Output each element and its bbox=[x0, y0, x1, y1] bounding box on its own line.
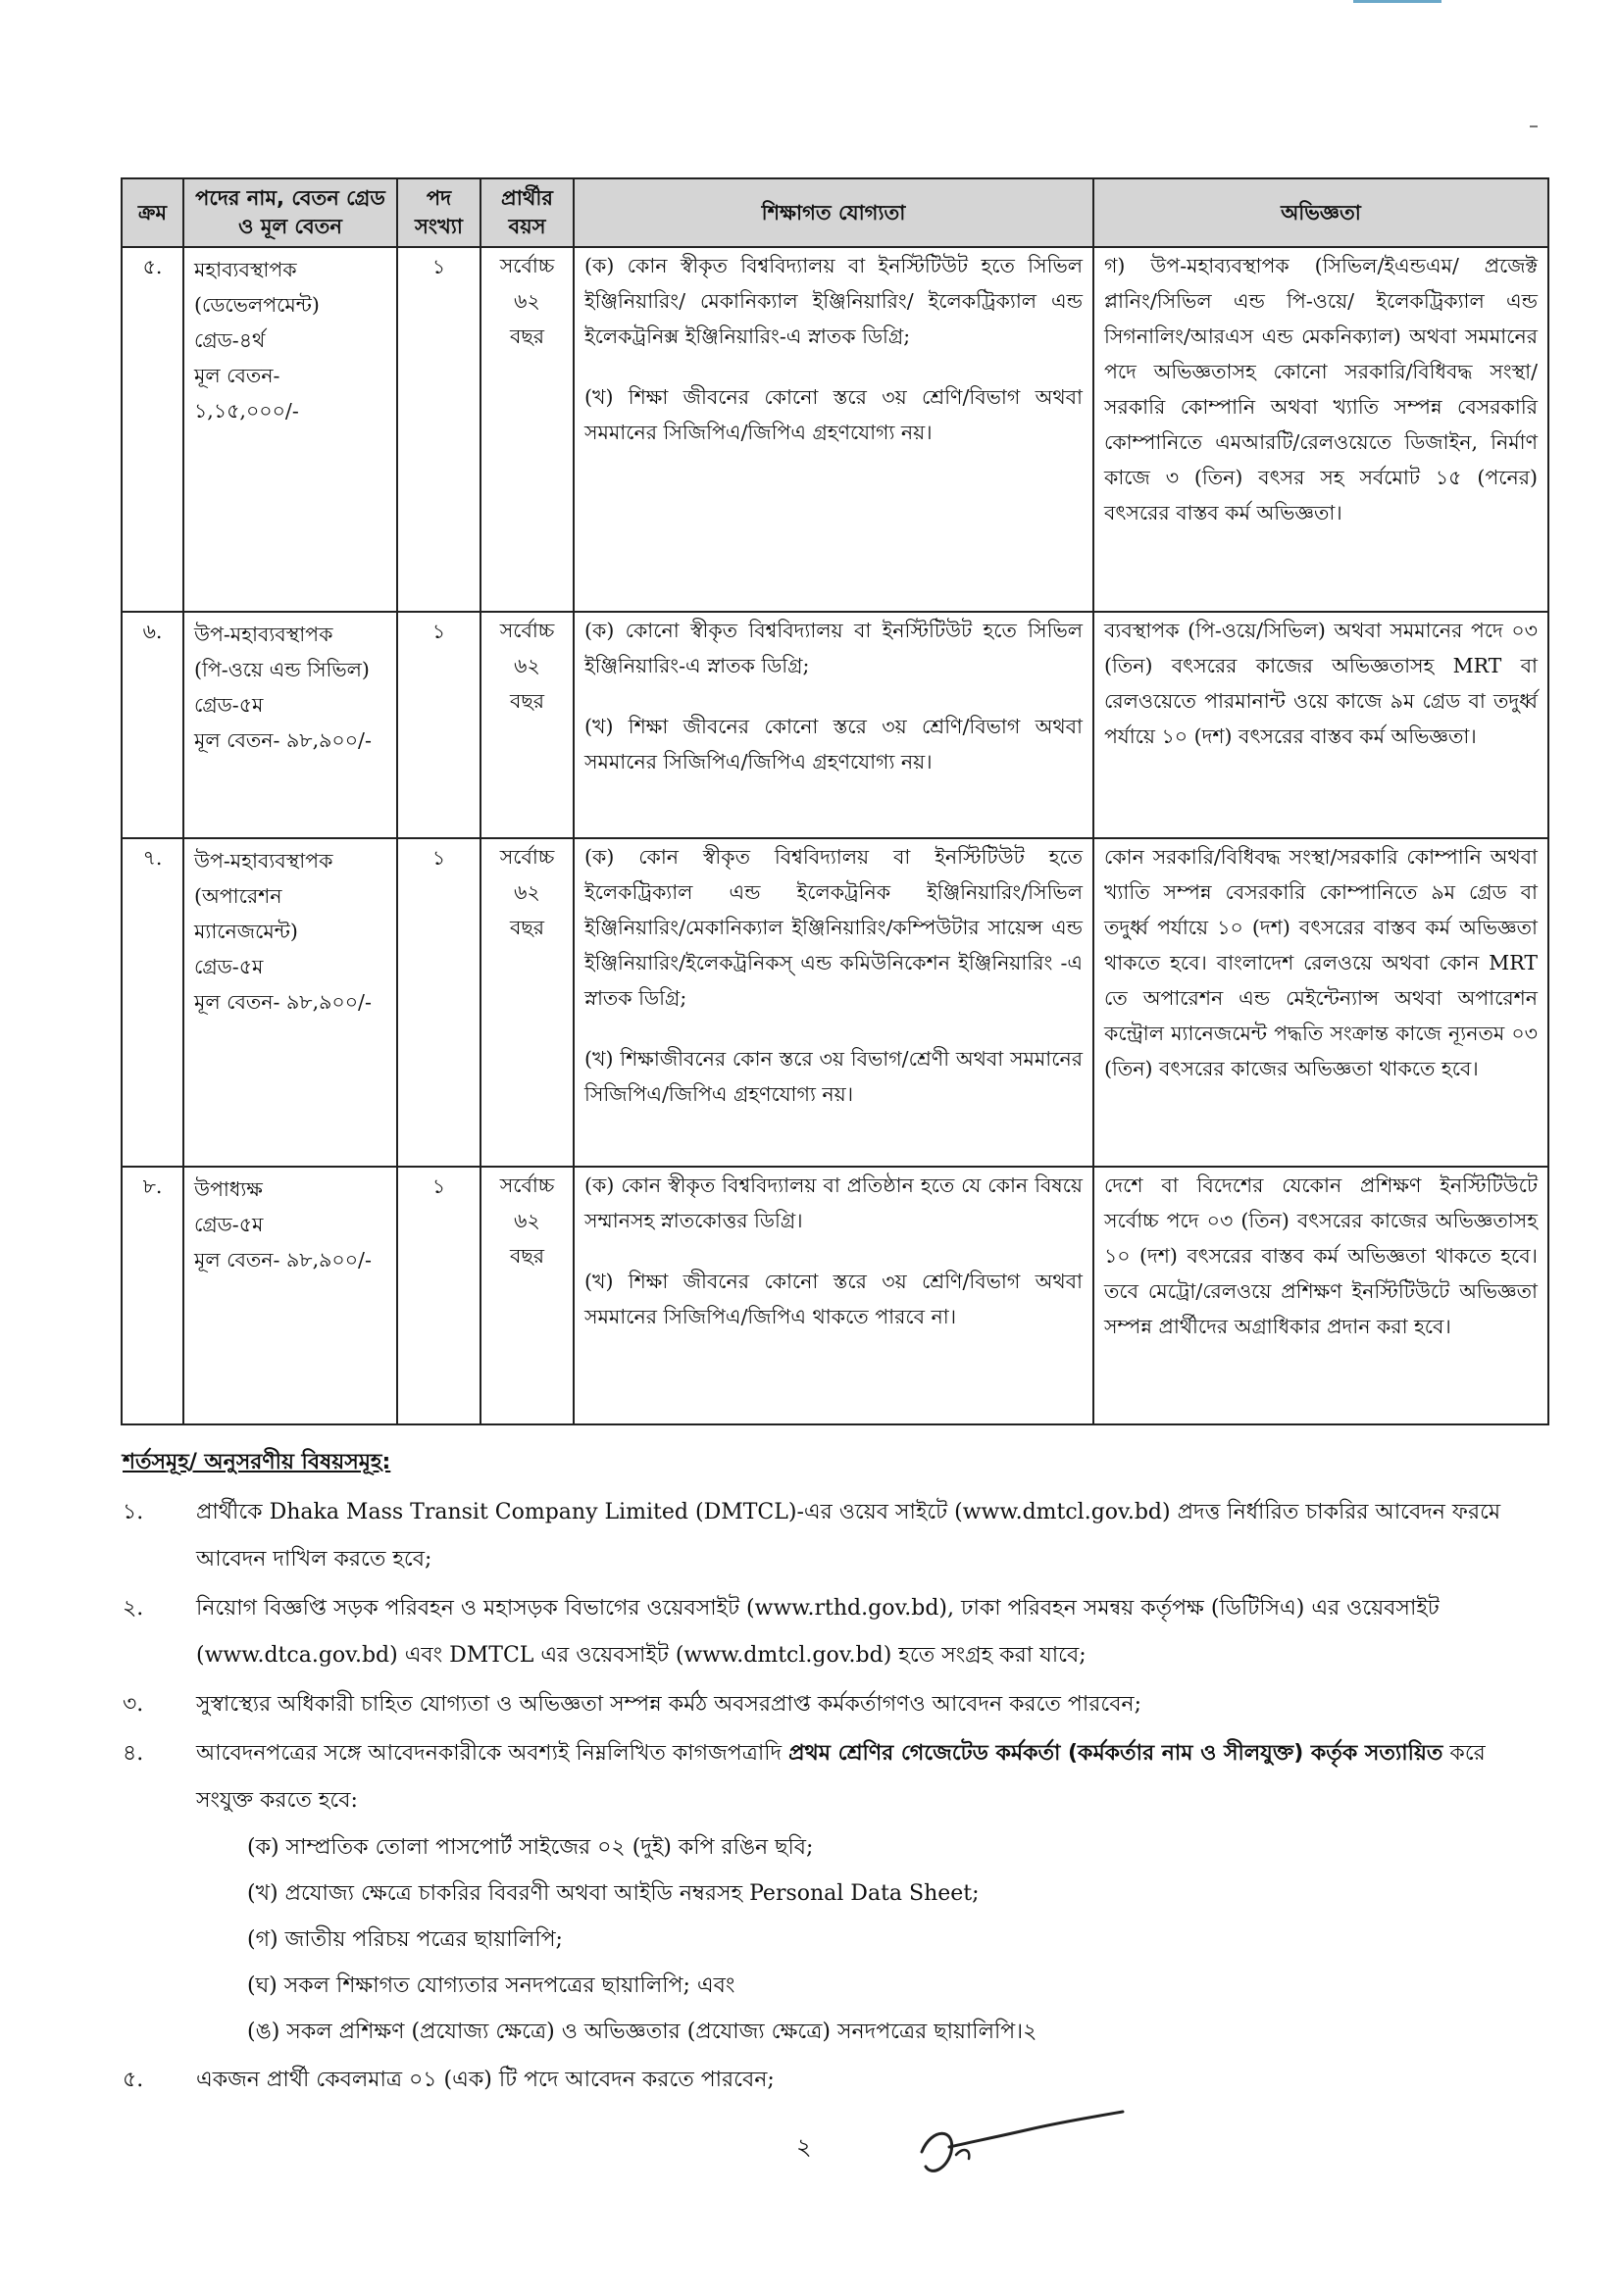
posts-table bbox=[121, 177, 1549, 1425]
table-row bbox=[122, 838, 1548, 1167]
post-count: ১ bbox=[397, 1167, 480, 1424]
post-department: (অপারেশন bbox=[194, 884, 282, 908]
scan-speck bbox=[1530, 125, 1538, 127]
age-value: ৬২ bbox=[514, 289, 540, 313]
experience-cell: কোন সরকারি/বিধিবদ্ধ সংস্থা/সরকারি কোম্পানি অথবা খ্যাতি সম্পন্ন বেসরকারি কোম্পানিতে ৯ম গ্রেড বা তদুর্ধ্ব পর্যায়ে ১০ (দশ) বৎসরের বাস্তব কর্ম অভিজ্ঞতা থাকতে হবে। বাংলাদেশ রেলওয়ে অথবা কোন MRT তে অপারেশন এন্ড মেইন্টেন্যান্স অথবা অপারেশন কন্ট্রোল ম্যানেজমেন্ট পদ্ধতি সংক্রান্ত কাজে ন্যূনতম ০৩ (তিন) বৎসরের কাজের অভিজ্ঞতা থাকতে হবে। bbox=[1093, 838, 1548, 1167]
scan-corner-mark bbox=[1353, 0, 1441, 3]
age-label: সর্বোচ্চ bbox=[499, 619, 555, 642]
post-count: ১ bbox=[397, 838, 480, 1167]
table-row bbox=[122, 1167, 1548, 1424]
row-serial: ৫. bbox=[122, 247, 183, 612]
age-unit: বছর bbox=[509, 916, 545, 939]
post-name: উপ-মহাব্যবস্থাপক bbox=[194, 623, 333, 646]
post-grade: গ্রেড-৫ম bbox=[194, 1213, 264, 1236]
post-count: ১ bbox=[397, 612, 480, 838]
post-grade: গ্রেড-৫ম bbox=[194, 955, 264, 978]
post-cell bbox=[183, 1167, 397, 1424]
experience-cell: গ) উপ-মহাব্যবস্থাপক (সিভিল/ইএন্ডএম/ প্রজেক্ট প্লানিং/সিভিল এন্ড পি-ওয়ে/ ইলেকট্রিক্যাল এন্ড সিগনালিং/আরএস এন্ড মেকনিক্যাল) অথবা সমমানের পদে অভিজ্ঞতাসহ কোনো সরকারি/বিধিবদ্ধ সংস্থা/সরকারি কোম্পানি অথবা খ্যাতি সম্পন্ন বেসরকারি কোম্পানিতে এমআরটি/রেলওয়েতে ডিজাইন, নির্মাণ কাজে ৩ (তিন) বৎসর সহ সর্বমোট ১৫ (পনের) বৎসরের বাস্তব কর্ম অভিজ্ঞতা। bbox=[1093, 247, 1548, 612]
experience-cell: ব্যবস্থাপক (পি-ওয়ে/সিভিল) অথবা সমমানের পদে ০৩ (তিন) বৎসরের কাজের অভিজ্ঞতাসহ MRT বা রেলওয়েতে পারমানান্ট ওয়ে কাজে ৯ম গ্রেড বা তদুর্ধ্ব পর্যায়ে ১০ (দশ) বৎসরের বাস্তব কর্ম অভিজ্ঞতা। bbox=[1093, 612, 1548, 838]
condition-item bbox=[123, 2057, 1515, 2104]
post-name: উপ-মহাব্যবস্থাপক bbox=[194, 849, 333, 873]
signature-icon bbox=[902, 2108, 1138, 2186]
post-department-cont: ম্যানেজমেন্ট) bbox=[194, 920, 298, 943]
post-count: ১ bbox=[397, 247, 480, 612]
age-unit: বছর bbox=[509, 1244, 545, 1268]
education-item-ka: (ক) কোন স্বীকৃত বিশ্ববিদ্যালয় বা ইনস্টিটিউট হতে ইলেকট্রিক্যাল এন্ড ইলেকট্রনিক ইঞ্জিনিয়ারিং/সিভিল ইঞ্জিনিয়ারিং/মেকানিক্যাল ইঞ্জিনিয়ারিং/কম্পিউটার সায়েন্স এন্ড ইঞ্জিনিয়ারিং/ইলেকট্রনিকস্ এন্ড কমিউনিকেশন ইঞ্জিনিয়ারিং -এ স্নাতক ডিগ্রি; bbox=[584, 845, 1083, 1010]
education-cell bbox=[574, 838, 1093, 1167]
document-list bbox=[196, 1824, 1515, 2055]
condition-number: ৫. bbox=[123, 2068, 144, 2092]
document-item: (গ) জাতীয় পরিচয় পত্রের ছায়ালিপি; bbox=[247, 1927, 563, 1952]
condition-text: একজন প্রার্থী কেবলমাত্র ০১ (এক) টি পদে আবেদন করতে পারবেন; bbox=[196, 2068, 775, 2092]
post-cell bbox=[183, 838, 397, 1167]
condition-text: নিয়োগ বিজ্ঞপ্তি সড়ক পরিবহন ও মহাসড়ক বিভাগের ওয়েবসাইট (www.rthd.gov.bd), ঢাকা পরিবহন সমন্বয় কর্তৃপক্ষ (ডিটিসিএ) এর ওয়েবসাইট (www.dtca.gov.bd) এবং DMTCL এর ওয়েবসাইট (www.dmtcl.gov.bd) হতে সংগ্রহ করা যাবে; bbox=[196, 1596, 1440, 1668]
condition-item bbox=[123, 1489, 1515, 1583]
conditions-title: শর্তসমূহ/ অনুসরণীয় বিষয়সমূহ: bbox=[123, 1450, 391, 1474]
row-serial: ৬. bbox=[122, 612, 183, 838]
education-item-kha: (খ) শিক্ষাজীবনের কোন স্তরে ৩য় বিভাগ/শ্রেণী অথবা সমমানের সিজিপিএ/জিপিএ গ্রহণযোগ্য নয়। bbox=[584, 1047, 1083, 1106]
education-item-kha: (খ) শিক্ষা জীবনের কোনো স্তরে ৩য় শ্রেণি/বিভাগ অথবা সমমানের সিজিপিএ/জিপিএ থাকতে পারবে না। bbox=[584, 1270, 1083, 1328]
education-cell bbox=[574, 247, 1093, 612]
document-item: (ক) সাম্প্রতিক তোলা পাসপোর্ট সাইজের ০২ (দুই) কপি রঙিন ছবি; bbox=[247, 1835, 814, 1860]
age-value: ৬২ bbox=[514, 654, 540, 677]
age-cell bbox=[480, 838, 574, 1167]
condition-number: ২. bbox=[123, 1596, 144, 1621]
post-salary-label: মূল বেতন- bbox=[194, 364, 280, 387]
age-cell bbox=[480, 612, 574, 838]
condition-item bbox=[123, 1585, 1515, 1679]
age-cell bbox=[480, 1167, 574, 1424]
education-item-ka: (ক) কোন স্বীকৃত বিশ্ববিদ্যালয় বা প্রতিষ্ঠান হতে যে কোন বিষয়ে সম্মানসহ স্নাতকোত্তর ডিগ্রি। bbox=[584, 1173, 1083, 1232]
age-cell bbox=[480, 247, 574, 612]
document-item: (খ) প্রযোজ্য ক্ষেত্রে চাকরির বিবরণী অথবা আইডি নম্বরসহ Personal Data Sheet; bbox=[247, 1881, 980, 1906]
page-number: ২ bbox=[796, 2133, 812, 2161]
header-age: প্রার্থীর বয়স bbox=[480, 178, 574, 247]
post-department: (ডেভেলপমেন্ট) bbox=[194, 293, 320, 317]
post-salary: ১,১৫,০০০/- bbox=[194, 399, 299, 423]
education-cell bbox=[574, 1167, 1093, 1424]
age-label: সর্বোচ্চ bbox=[499, 254, 555, 277]
condition-text: সুস্বাস্থ্যের অধিকারী চাহিত যোগ্যতা ও অভিজ্ঞতা সম্পন্ন কর্মঠ অবসরপ্রাপ্ত কর্মকর্তাগণও আবেদন করতে পারবেন; bbox=[196, 1692, 1141, 1717]
header-experience: অভিজ্ঞতা bbox=[1093, 178, 1548, 247]
header-count: পদ সংখ্যা bbox=[397, 178, 480, 247]
age-unit: বছর bbox=[509, 324, 545, 348]
header-post: পদের নাম, বেতন গ্রেড ও মূল বেতন bbox=[183, 178, 397, 247]
age-label: সর্বোচ্চ bbox=[499, 845, 555, 869]
condition-item bbox=[123, 1730, 1515, 2055]
age-value: ৬২ bbox=[514, 880, 540, 904]
age-unit: বছর bbox=[509, 689, 545, 713]
post-salary: মূল বেতন- ৯৮,৯০০/- bbox=[194, 1248, 372, 1272]
header-education: শিক্ষাগত যোগ্যতা bbox=[574, 178, 1093, 247]
condition-number: ৪. bbox=[123, 1741, 144, 1766]
education-item-kha: (খ) শিক্ষা জীবনের কোনো স্তরে ৩য় শ্রেণি/বিভাগ অথবা সমমানের সিজিপিএ/জিপিএ গ্রহণযোগ্য নয়। bbox=[584, 715, 1083, 774]
row-serial: ৮. bbox=[122, 1167, 183, 1424]
condition-item bbox=[123, 1681, 1515, 1728]
condition-text-before: আবেদনপত্রের সঙ্গে আবেদনকারীকে অবশ্যই নিম্নলিখিত কাগজপত্রাদি bbox=[196, 1741, 789, 1766]
education-item-ka: (ক) কোন স্বীকৃত বিশ্ববিদ্যালয় বা ইনস্টিটিউট হতে সিভিল ইঞ্জিনিয়ারিং/ মেকানিক্যাল ইঞ্জিনিয়ারিং/ ইলেকট্রিক্যাল এন্ড ইলেকট্রনিক্স ইঞ্জিনিয়ারিং-এ স্নাতক ডিগ্রি; bbox=[584, 254, 1083, 348]
post-cell bbox=[183, 247, 397, 612]
condition-number: ১. bbox=[123, 1500, 144, 1524]
age-label: সর্বোচ্চ bbox=[499, 1173, 555, 1197]
table-row bbox=[122, 247, 1548, 612]
table-header-row bbox=[122, 178, 1548, 247]
experience-cell: দেশে বা বিদেশের যেকোন প্রশিক্ষণ ইনস্টিটিউটে সর্বোচ্চ পদে ০৩ (তিন) বৎসরের কাজের অভিজ্ঞতাসহ ১০ (দশ) বৎসরের বাস্তব কর্ম অভিজ্ঞতা থাকতে হবে। তবে মেট্রো/রেলওয়ে প্রশিক্ষণ ইনস্টিটিউটে অভিজ্ঞতা সম্পন্ন প্রার্থীদের অগ্রাধিকার প্রদান করা হবে। bbox=[1093, 1167, 1548, 1424]
document-item: (ঙ) সকল প্রশিক্ষণ (প্রযোজ্য ক্ষেত্রে) ও অভিজ্ঞতার (প্রযোজ্য ক্ষেত্রে) সনদপত্রের ছায়ালিপি।২ bbox=[247, 2020, 1037, 2044]
table-row bbox=[122, 612, 1548, 838]
conditions-section bbox=[123, 1445, 1515, 2106]
condition-number: ৩. bbox=[123, 1692, 144, 1717]
condition-text-after: করে সংযুক্ত করতে হবে: bbox=[196, 1741, 1486, 1813]
post-grade: গ্রেড-৪র্থ bbox=[194, 328, 266, 352]
education-item-ka: (ক) কোনো স্বীকৃত বিশ্ববিদ্যালয় বা ইনস্টিটিউট হতে সিভিল ইঞ্জিনিয়ারিং-এ স্নাতক ডিগ্রি; bbox=[584, 619, 1083, 677]
post-name: মহাব্যবস্থাপক bbox=[194, 258, 297, 281]
education-cell bbox=[574, 612, 1093, 838]
age-value: ৬২ bbox=[514, 1209, 540, 1232]
header-serial: ক্রম bbox=[122, 178, 183, 247]
row-serial: ৭. bbox=[122, 838, 183, 1167]
post-cell bbox=[183, 612, 397, 838]
education-item-kha: (খ) শিক্ষা জীবনের কোনো স্তরে ৩য় শ্রেণি/বিভাগ অথবা সমমানের সিজিপিএ/জিপিএ গ্রহণযোগ্য নয়। bbox=[584, 385, 1083, 444]
condition-text: প্রার্থীকে Dhaka Mass Transit Company Limited (DMTCL)-এর ওয়েব সাইটে (www.dmtcl.gov.bd) প্রদত্ত নির্ধারিত চাকরির আবেদন ফরমে আবেদন দাখিল করতে হবে; bbox=[196, 1500, 1501, 1572]
condition-text-bold: প্রথম শ্রেণির গেজেটেড কর্মকর্তা (কর্মকর্তার নাম ও সীলযুক্ত) কর্তৃক সত্যায়িত bbox=[788, 1741, 1443, 1766]
document-item: (ঘ) সকল শিক্ষাগত যোগ্যতার সনদপত্রের ছায়ালিপি; এবং bbox=[247, 1973, 735, 1998]
post-grade: গ্রেড-৫ম bbox=[194, 693, 264, 717]
post-salary: মূল বেতন- ৯৮,৯০০/- bbox=[194, 728, 372, 752]
post-department: (পি-ওয়ে এন্ড সিভিল) bbox=[194, 658, 370, 681]
post-salary: মূল বেতন- ৯৮,৯০০/- bbox=[194, 990, 372, 1014]
post-name: উপাধ্যক্ষ bbox=[194, 1177, 263, 1201]
